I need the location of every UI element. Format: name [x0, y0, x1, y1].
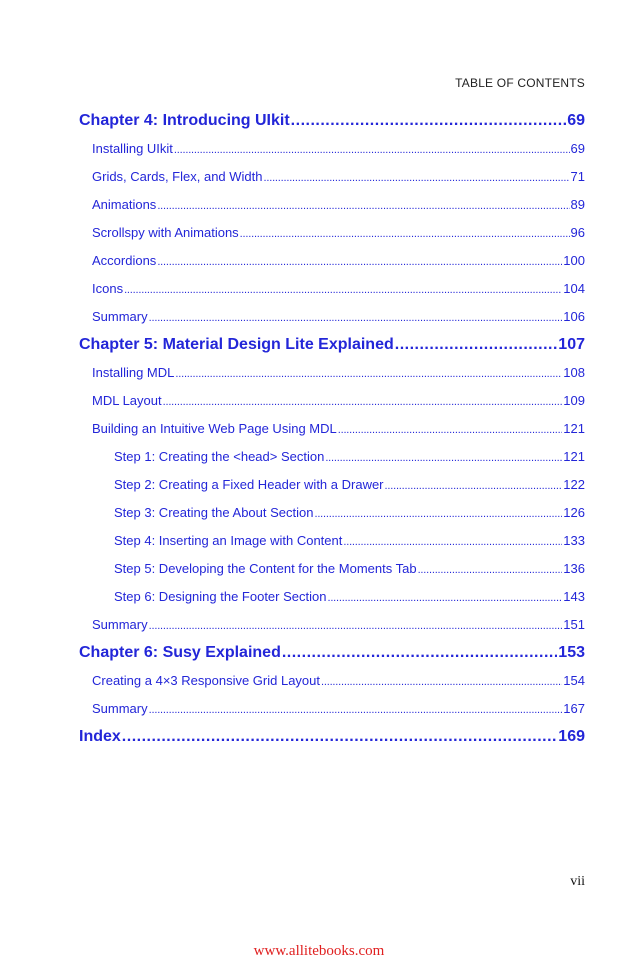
dot-leader	[325, 447, 562, 468]
toc-entry-title: Summary	[92, 309, 148, 324]
toc-entry-title: Chapter 5: Material Design Lite Explained	[79, 336, 394, 353]
toc-entry-title: Summary	[92, 617, 148, 632]
dot-leader	[385, 475, 563, 496]
watermark-url: www.allitebooks.com	[253, 943, 385, 959]
toc-subentry[interactable]	[79, 446, 585, 468]
dot-leader	[163, 391, 563, 412]
dot-leader	[338, 419, 563, 440]
toc-entry-title: Step 2: Creating a Fixed Header with a Drawer	[114, 477, 384, 492]
toc-entry[interactable]	[79, 278, 585, 300]
dot-leader	[418, 559, 563, 580]
toc-entry[interactable]	[79, 194, 585, 216]
toc-entry-page: 109	[563, 393, 585, 408]
toc-entry[interactable]	[79, 390, 585, 412]
toc-entry-page: 106	[563, 309, 585, 324]
toc-entry[interactable]	[79, 670, 585, 692]
toc-entry-title: Summary	[92, 701, 148, 716]
toc-entry-page: 107	[558, 336, 585, 353]
dot-leader	[149, 307, 563, 328]
toc-entry-page: 126	[563, 505, 585, 520]
toc-entry-title: Step 5: Developing the Content for the Moments Tab	[114, 561, 417, 576]
toc-entry-title: Chapter 4: Introducing UIkit	[79, 112, 290, 129]
toc-entry-page: 69	[570, 141, 585, 156]
toc-entry-page: 122	[563, 477, 585, 492]
toc-entry-page: 151	[563, 617, 585, 632]
toc-entry-title: Installing MDL	[92, 365, 175, 380]
toc-subentry[interactable]	[79, 586, 585, 608]
toc-subentry[interactable]	[79, 530, 585, 552]
toc-entry-chapter-5[interactable]	[79, 334, 585, 356]
table-of-contents	[79, 110, 585, 748]
toc-entry[interactable]	[79, 614, 585, 636]
toc-entry-title: Installing UIkit	[92, 141, 173, 156]
dot-leader	[149, 699, 563, 720]
toc-entry-page: 69	[567, 112, 585, 129]
dot-leader	[175, 363, 562, 384]
toc-subentry[interactable]	[79, 558, 585, 580]
dot-leader	[314, 503, 562, 524]
toc-entry-page: 71	[570, 169, 585, 184]
dot-leader	[122, 726, 558, 748]
toc-entry-title: Icons	[92, 281, 124, 296]
toc-entry-title: Index	[79, 728, 121, 745]
dot-leader	[264, 167, 570, 188]
toc-entry-page: 169	[558, 728, 585, 745]
toc-entry-page: 167	[563, 701, 585, 716]
toc-entry-title: Accordions	[92, 253, 157, 268]
page-number: vii	[570, 874, 585, 889]
dot-leader	[240, 223, 570, 244]
toc-entry[interactable]	[79, 222, 585, 244]
running-head: TABLE OF CONTENTS	[455, 76, 585, 90]
toc-entry-title: MDL Layout	[92, 393, 162, 408]
dot-leader	[321, 671, 562, 692]
toc-entry[interactable]	[79, 698, 585, 720]
dot-leader	[124, 279, 562, 300]
toc-entry-page: 121	[563, 421, 585, 436]
toc-entry-chapter-4[interactable]	[79, 110, 585, 132]
toc-entry-page: 154	[563, 673, 585, 688]
toc-entry-index[interactable]	[79, 726, 585, 748]
toc-entry-page: 143	[563, 589, 585, 604]
toc-entry-title: Scrollspy with Animations	[92, 225, 239, 240]
toc-entry[interactable]	[79, 418, 585, 440]
dot-leader	[395, 334, 558, 356]
dot-leader	[174, 139, 570, 160]
toc-entry-title: Grids, Cards, Flex, and Width	[92, 169, 263, 184]
dot-leader	[343, 531, 562, 552]
toc-entry[interactable]	[79, 138, 585, 160]
toc-entry-title: Step 3: Creating the About Section	[114, 505, 314, 520]
toc-entry-page: 96	[570, 225, 585, 240]
toc-entry-page: 108	[563, 365, 585, 380]
toc-entry-title: Creating a 4×3 Responsive Grid Layout	[92, 673, 320, 688]
toc-entry-page: 121	[563, 449, 585, 464]
toc-entry[interactable]	[79, 362, 585, 384]
dot-leader	[327, 587, 562, 608]
toc-entry-title: Step 6: Designing the Footer Section	[114, 589, 327, 604]
toc-entry-page: 136	[563, 561, 585, 576]
toc-entry-title: Step 1: Creating the <head> Section	[114, 449, 325, 464]
dot-leader	[157, 251, 562, 272]
toc-subentry[interactable]	[79, 474, 585, 496]
dot-leader	[282, 642, 557, 664]
toc-subentry[interactable]	[79, 502, 585, 524]
dot-leader	[291, 110, 567, 132]
toc-entry-title: Chapter 6: Susy Explained	[79, 644, 281, 661]
toc-entry-title: Step 4: Inserting an Image with Content	[114, 533, 343, 548]
toc-entry-page: 100	[563, 253, 585, 268]
toc-entry-page: 153	[558, 644, 585, 661]
dot-leader	[149, 615, 563, 636]
toc-entry[interactable]	[79, 306, 585, 328]
toc-entry-chapter-6[interactable]	[79, 642, 585, 664]
toc-entry[interactable]	[79, 250, 585, 272]
dot-leader	[157, 195, 569, 216]
toc-entry-title: Animations	[92, 197, 157, 212]
toc-entry-page: 89	[570, 197, 585, 212]
toc-entry-page: 133	[563, 533, 585, 548]
toc-entry-title: Building an Intuitive Web Page Using MDL	[92, 421, 337, 436]
toc-entry-page: 104	[563, 281, 585, 296]
toc-entry[interactable]	[79, 166, 585, 188]
